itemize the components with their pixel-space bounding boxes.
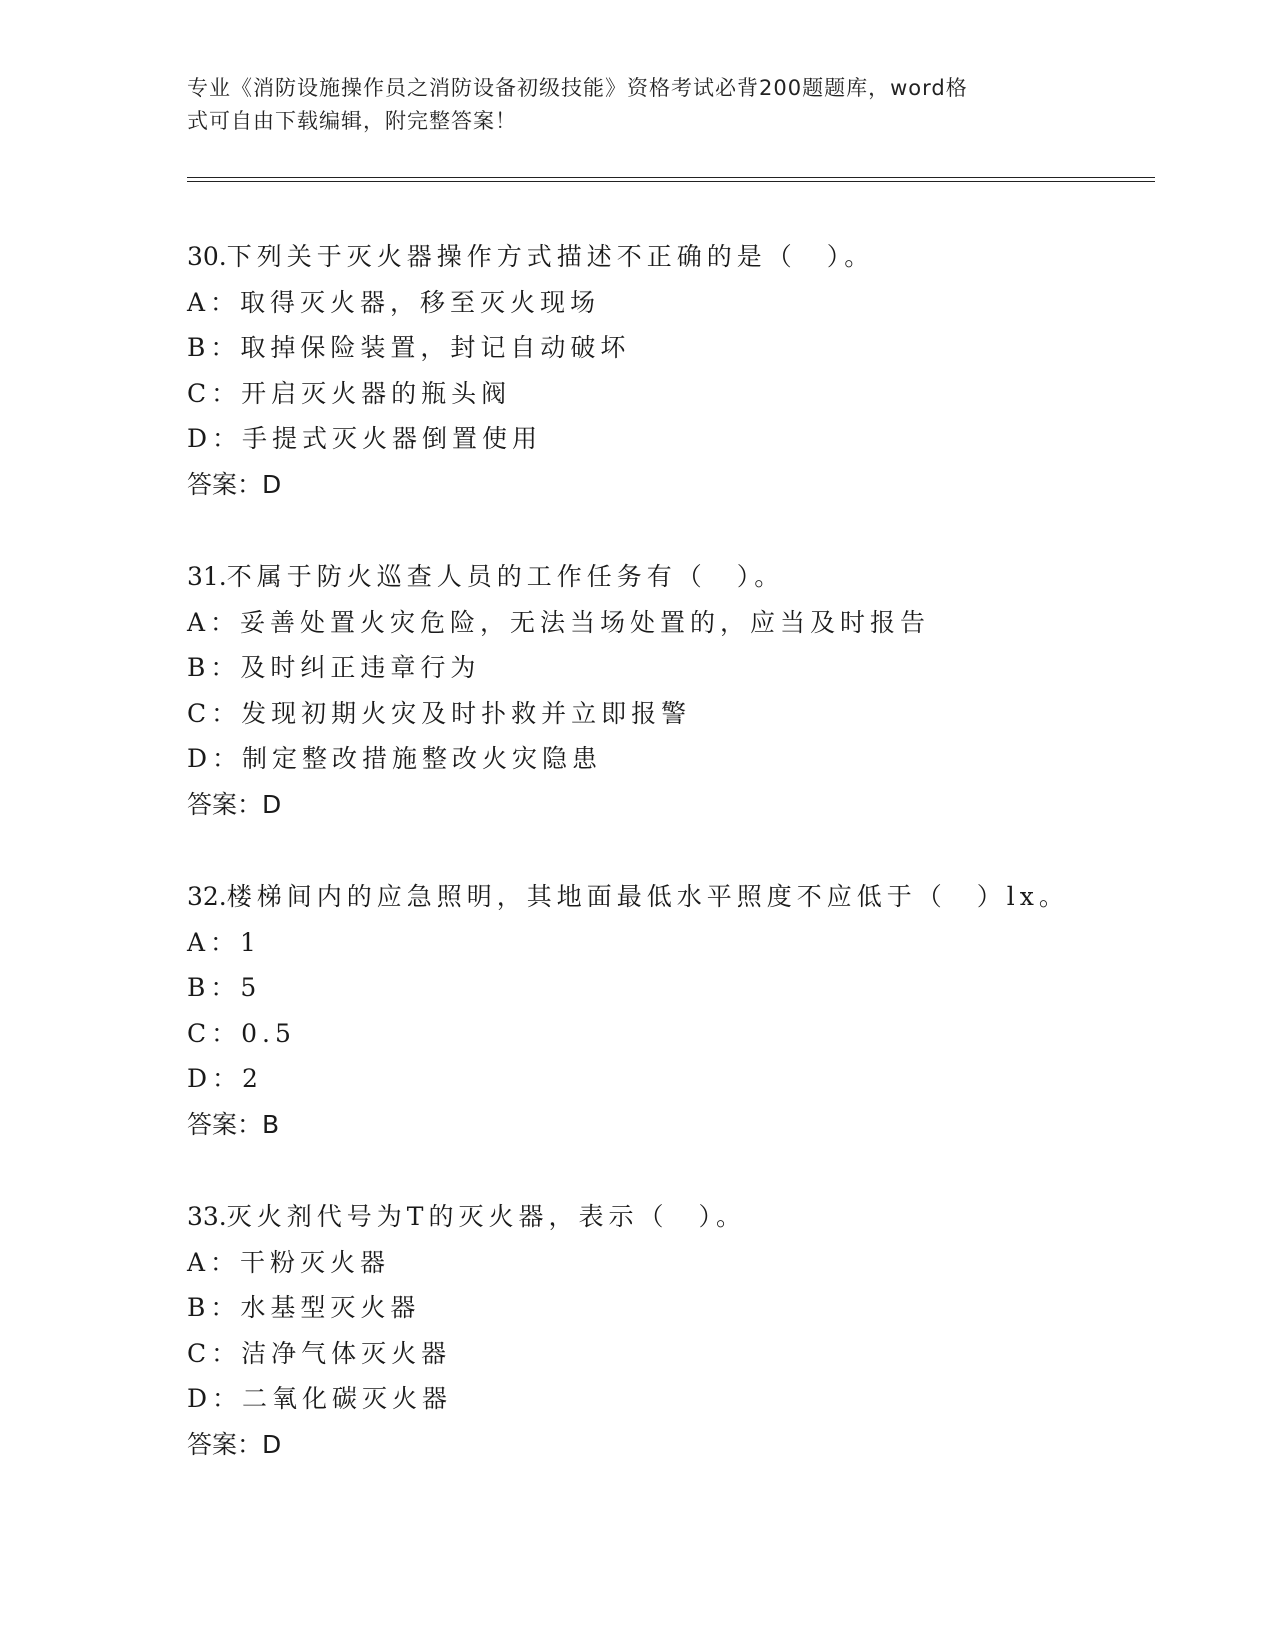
answer: 答案：D (187, 1429, 282, 1459)
option-c: C：洁净气体灭火器 (187, 1338, 452, 1368)
question-number: 33. (187, 1202, 227, 1231)
question-30 (187, 234, 1147, 554)
question-text: 不属于防火巡查人员的工作任务有（ ）。 (226, 562, 785, 591)
question-list (187, 234, 1147, 1514)
option-b: B：5 (187, 973, 262, 1002)
question-31 (187, 554, 1147, 874)
header-divider-top (187, 177, 1155, 178)
question-number: 31. (187, 562, 227, 591)
option-a: A：取得灭火器，移至灭火现场 (187, 287, 601, 317)
question-number: 30. (187, 242, 227, 271)
answer: 答案：D (187, 789, 282, 819)
option-d: D：二氧化碳灭火器 (187, 1384, 453, 1413)
option-a: A：干粉灭火器 (187, 1247, 391, 1277)
option-d: D：手提式灭火器倒置使用 (187, 424, 543, 453)
option-c: C：0.5 (187, 1018, 296, 1048)
option-d: D：2 (187, 1064, 263, 1093)
option-a: A：妥善处置火灾危险，无法当场处置的，应当及时报告 (187, 607, 931, 637)
question-stem (187, 874, 1147, 920)
option-b: B：水基型灭火器 (187, 1293, 421, 1322)
option-c: C：发现初期火灾及时扑救并立即报警 (187, 698, 692, 728)
question-32 (187, 874, 1147, 1194)
option-b: B：及时纠正违章行为 (187, 653, 481, 682)
question-stem (187, 554, 1147, 600)
option-c: C：开启灭火器的瓶头阀 (187, 378, 512, 408)
question-text: 灭火剂代号为T的灭火器，表示（ ）。 (226, 1202, 746, 1231)
question-33 (187, 1194, 1147, 1514)
question-stem (187, 234, 1147, 280)
header-divider-bottom (187, 181, 1155, 182)
question-stem (187, 1194, 1147, 1240)
option-b: B：取掉保险装置，封记自动破坏 (187, 333, 631, 362)
document-header (187, 72, 1067, 138)
header-line-2: 式可自由下载编辑，附完整答案！ (187, 109, 517, 133)
answer: 答案：D (187, 469, 282, 499)
question-text: 下列关于灭火器操作方式描述不正确的是（ ）。 (226, 242, 875, 271)
question-text: 楼梯间内的应急照明，其地面最低水平照度不应低于（ ）lx。 (226, 882, 1069, 911)
answer: 答案：B (187, 1109, 280, 1139)
question-number: 32. (187, 882, 227, 911)
header-line-1: 专业《消防设施操作员之消防设备初级技能》资格考试必背200题题库，word格 (187, 76, 968, 100)
option-a: A：1 (187, 927, 261, 957)
option-d: D：制定整改措施整改火灾隐患 (187, 744, 603, 773)
